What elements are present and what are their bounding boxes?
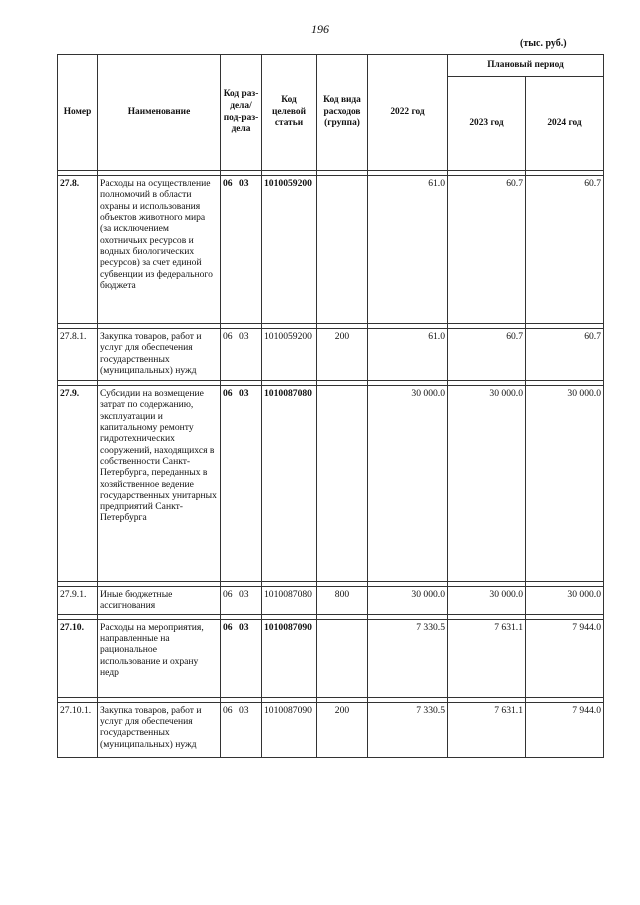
row-amount-2022: 7 330.5: [368, 702, 448, 757]
row-section: 06: [223, 589, 233, 600]
header-name: Наименование: [98, 55, 221, 171]
row-number: 27.10.: [58, 619, 98, 697]
header-2023: 2023 год: [448, 77, 526, 171]
row-amount-2023: 30 000.0: [448, 587, 526, 615]
header-planning-period: Плановый период: [448, 55, 604, 77]
budget-table: [57, 54, 604, 758]
row-number: 27.8.: [58, 176, 98, 324]
row-expense-type: [317, 386, 368, 582]
row-amount-2022: 61.0: [368, 329, 448, 381]
table-row: [58, 587, 604, 615]
row-amount-2023: 7 631.1: [448, 702, 526, 757]
header-expense-type: Код вида расходов (группа): [317, 55, 368, 171]
row-expense-type: [317, 619, 368, 697]
table-row: [58, 702, 604, 757]
row-amount-2023: 60.7: [448, 176, 526, 324]
table-row: [58, 176, 604, 324]
row-name: Расходы на мероприятия, направленные на рациональное использование и охрану недр: [98, 619, 221, 697]
row-expense-type: 200: [317, 329, 368, 381]
row-target-code: 1010087080: [262, 587, 317, 615]
table-row: [58, 386, 604, 582]
row-subsection: 03: [239, 178, 249, 189]
row-amount-2024: 7 944.0: [526, 702, 604, 757]
row-amount-2023: 60.7: [448, 329, 526, 381]
row-amount-2024: 60.7: [526, 176, 604, 324]
row-amount-2022: 30 000.0: [368, 386, 448, 582]
row-subsection: 03: [239, 589, 249, 600]
header-2022: 2022 год: [368, 55, 448, 171]
row-name: Расходы на осуществление полномочий в области охраны и использования объектов животного мира (за исключением охотничьих ресурсов и водных биологических ресурсов) за счет единой субвенции из федерального бюджета: [98, 176, 221, 324]
page-number: 196: [311, 22, 329, 36]
row-amount-2022: 30 000.0: [368, 587, 448, 615]
row-subsection: 03: [239, 331, 249, 342]
row-number: 27.9.1.: [58, 587, 98, 615]
row-section: 06: [223, 621, 233, 633]
row-target-code: 1010087090: [262, 619, 317, 697]
row-section-code: [221, 587, 262, 615]
row-number: 27.8.1.: [58, 329, 98, 381]
header-2024: 2024 год: [526, 77, 604, 171]
row-amount-2024: 60.7: [526, 329, 604, 381]
row-amount-2022: 7 330.5: [368, 619, 448, 697]
row-amount-2024: 30 000.0: [526, 587, 604, 615]
row-number: 27.10.1.: [58, 702, 98, 757]
row-amount-2022: 61.0: [368, 176, 448, 324]
row-name: Субсидии на возмещение затрат по содержанию, эксплуатации и капитальному ремонту гидротехнических сооружений, находящихся в собственности Санкт-Петербурга, переданных в хозяйственное ведение государственных унитарных предприятий Санкт-Петербурга: [98, 386, 221, 582]
row-section-code: [221, 386, 262, 582]
row-number: 27.9.: [58, 386, 98, 582]
units-label: (тыс. руб.): [520, 38, 567, 49]
row-section-code: [221, 329, 262, 381]
row-section-code: [221, 176, 262, 324]
row-target-code: 1010087080: [262, 386, 317, 582]
row-amount-2024: 30 000.0: [526, 386, 604, 582]
row-section-code: [221, 702, 262, 757]
row-target-code: 1010059200: [262, 176, 317, 324]
row-expense-type: [317, 176, 368, 324]
row-target-code: 1010087090: [262, 702, 317, 757]
row-amount-2023: 30 000.0: [448, 386, 526, 582]
row-subsection: 03: [239, 388, 249, 399]
header-section-code: Код раз-дела/ под-раз-дела: [221, 55, 262, 171]
row-name: Закупка товаров, работ и услуг для обеспечения государственных (муниципальных) нужд: [98, 329, 221, 381]
row-amount-2024: 7 944.0: [526, 619, 604, 697]
row-expense-type: 800: [317, 587, 368, 615]
row-expense-type: 200: [317, 702, 368, 757]
row-amount-2023: 7 631.1: [448, 619, 526, 697]
row-subsection: 03: [239, 621, 249, 633]
header-number: Номер: [58, 55, 98, 171]
row-section-code: [221, 619, 262, 697]
row-name: Закупка товаров, работ и услуг для обеспечения государственных (муниципальных) нужд: [98, 702, 221, 757]
table-row: [58, 329, 604, 381]
row-section: 06: [223, 178, 233, 189]
table-row: [58, 619, 604, 697]
row-section: 06: [223, 704, 233, 716]
row-target-code: 1010059200: [262, 329, 317, 381]
header-target-code: Код целевой статьи: [262, 55, 317, 171]
row-section: 06: [223, 331, 233, 342]
row-section: 06: [223, 388, 233, 399]
row-name: Иные бюджетные ассигнования: [98, 587, 221, 615]
row-subsection: 03: [239, 704, 249, 716]
